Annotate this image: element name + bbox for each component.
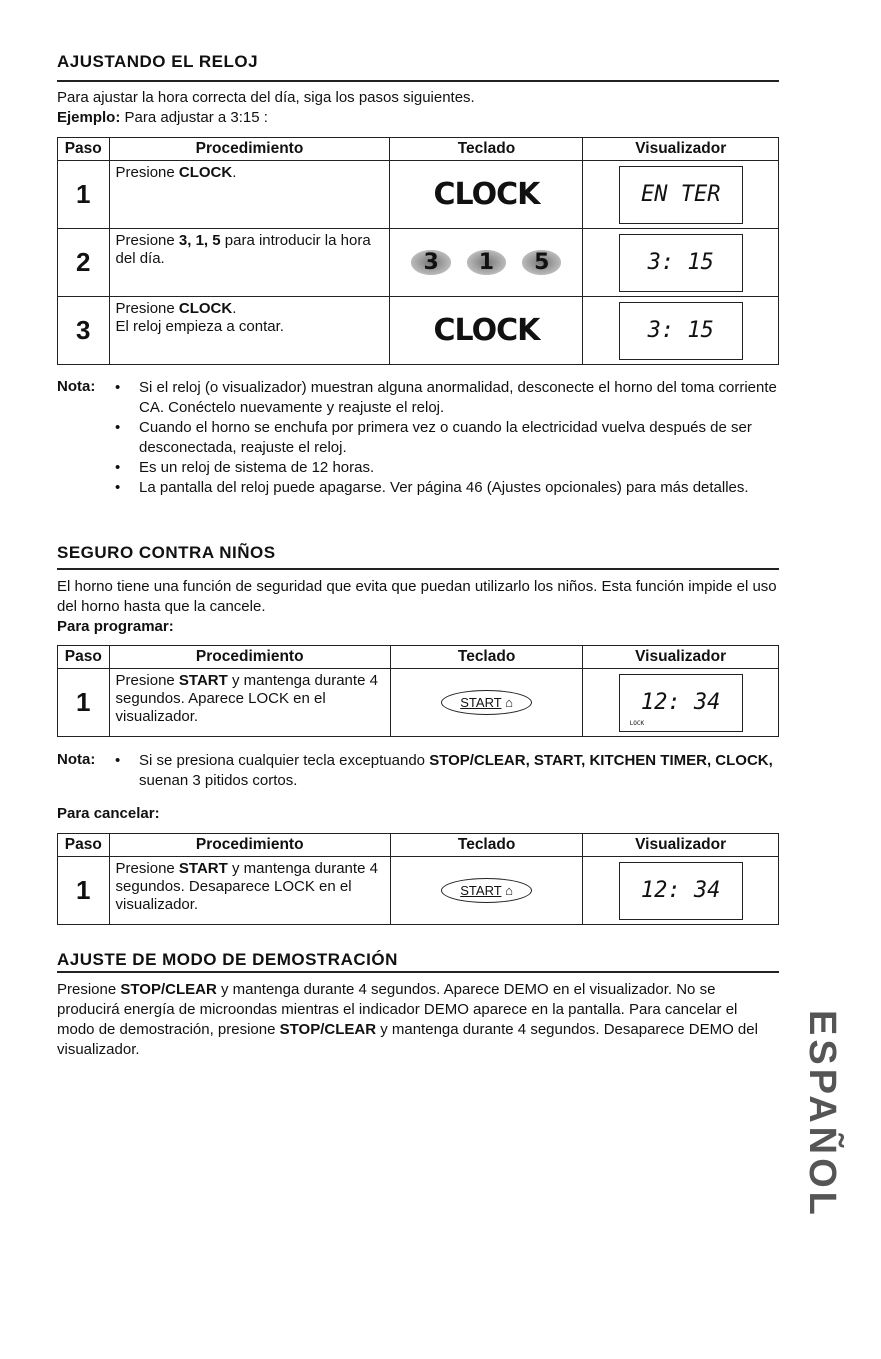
step-procedure: Presione START y mantenga durante 4 segundos. Desaparece LOCK en el visualizador. <box>109 857 390 925</box>
demo-text: Presione STOP/CLEAR y mantenga durante 4 segundos. Aparece DEMO en el visualizador. No se producirá energía de microondas mientras el indicador DEMO aparece en la pantalla. Para cancelar el modo de demostración, presione STOP/CLEAR y mantenga durante 4 segundos. Desaparece DEMO del visualizador. <box>57 981 758 1058</box>
section-title-child-lock: SEGURO CONTRA NIÑOS <box>57 543 276 562</box>
step-number: 1 <box>58 857 110 925</box>
list-item: • Si el reloj (o visualizador) muestran alguna anormalidad, desconecte el horno del toma corriente CA. Conéctelo nuevamente y reajuste el reloj. <box>115 379 777 416</box>
key-3-icon: 3 <box>411 250 450 275</box>
example-text: Para adjustar a 3:15 : <box>124 109 268 126</box>
display-cell <box>583 669 779 737</box>
key-1-icon: 1 <box>467 250 506 275</box>
header-step: Paso <box>58 834 110 857</box>
display-cell <box>583 297 779 365</box>
keypad-cell <box>390 297 583 365</box>
header-display: Visualizador <box>583 646 779 669</box>
cancel-label: Para cancelar: <box>57 805 160 822</box>
display-cell <box>583 857 779 925</box>
child-lock-cancel-table <box>57 833 779 925</box>
key-5-icon: 5 <box>522 250 561 275</box>
clock-key-icon: CLOCK <box>433 313 540 348</box>
clock-key-icon: CLOCK <box>433 177 540 212</box>
keypad-cell <box>390 669 582 737</box>
header-procedure: Procedimiento <box>109 834 390 857</box>
child-lock-program-table <box>57 645 779 737</box>
note-label: Nota: <box>57 378 96 395</box>
step-procedure: Presione 3, 1, 5 para introducir la hora del día. <box>109 229 390 297</box>
keypad-cell <box>390 161 583 229</box>
keypad-cell <box>390 229 583 297</box>
section-rule <box>57 80 779 82</box>
header-keypad: Teclado <box>390 834 582 857</box>
header-step: Paso <box>58 646 110 669</box>
table-row <box>58 857 779 925</box>
list-item: • Cuando el horno se enchufa por primera vez o cuando la electricidad vuelva después de ser desconectada, reajuste el reloj. <box>115 419 752 456</box>
section-rule <box>57 568 779 570</box>
step-number: 1 <box>58 161 110 229</box>
lcd-display: 3: 15 <box>619 234 743 292</box>
start-key-icon: START ⌂ <box>441 878 532 903</box>
table-row <box>58 161 779 229</box>
child-lock-intro: El horno tiene una función de seguridad que evita que puedan utilizarlo los niños. Esta función impide el uso del horno hasta que la cancele. <box>57 578 777 615</box>
keypad-cell <box>390 857 582 925</box>
step-number: 2 <box>58 229 110 297</box>
lcd-display: 12: 34 <box>619 862 743 920</box>
lcd-display: EN TER <box>619 166 743 224</box>
program-label: Para programar: <box>57 618 174 635</box>
display-cell <box>583 161 779 229</box>
section-rule <box>57 971 779 973</box>
header-keypad: Teclado <box>390 138 583 161</box>
list-item: • Es un reloj de sistema de 12 horas. <box>115 459 375 476</box>
clock-intro: Para ajustar la hora correcta del día, siga los pasos siguientes. <box>57 89 475 106</box>
step-procedure: Presione CLOCK. El reloj empieza a contar. <box>109 297 390 365</box>
header-keypad: Teclado <box>390 646 582 669</box>
start-key-icon: START ⌂ <box>441 690 532 715</box>
section-title-demo: AJUSTE DE MODO DE DEMOSTRACIÓN <box>57 950 398 969</box>
number-keys <box>403 250 569 275</box>
header-display: Visualizador <box>583 834 779 857</box>
header-procedure: Procedimiento <box>109 646 390 669</box>
clock-steps-table <box>57 137 779 365</box>
step-procedure: Presione START y mantenga durante 4 segundos. Aparece LOCK en el visualizador. <box>109 669 390 737</box>
language-side-label: ESPAÑOL <box>801 1010 843 1219</box>
clock-example <box>57 108 268 128</box>
step-number: 3 <box>58 297 110 365</box>
note-list <box>115 378 779 498</box>
step-number: 1 <box>58 669 110 737</box>
header-display: Visualizador <box>583 138 779 161</box>
section-title-clock: AJUSTANDO EL RELOJ <box>57 52 259 71</box>
header-procedure: Procedimiento <box>109 138 390 161</box>
example-label: Ejemplo: <box>57 109 121 126</box>
note-label: Nota: <box>57 751 96 768</box>
step-procedure: Presione CLOCK. <box>109 161 390 229</box>
table-row <box>58 229 779 297</box>
lcd-display: 3: 15 <box>619 302 743 360</box>
lcd-display: 12: 34 LOCK <box>619 674 743 732</box>
display-cell <box>583 229 779 297</box>
list-item: • Si se presiona cualquier tecla exceptuando STOP/CLEAR, START, KITCHEN TIMER, CLOCK, suenan 3 pitidos cortos. <box>115 752 773 789</box>
table-row <box>58 669 779 737</box>
header-step: Paso <box>58 138 110 161</box>
lock-indicator: LOCK <box>629 719 645 727</box>
list-item: • La pantalla del reloj puede apagarse. Ver página 46 (Ajustes opcionales) para más detalles. <box>115 479 749 496</box>
table-row <box>58 297 779 365</box>
